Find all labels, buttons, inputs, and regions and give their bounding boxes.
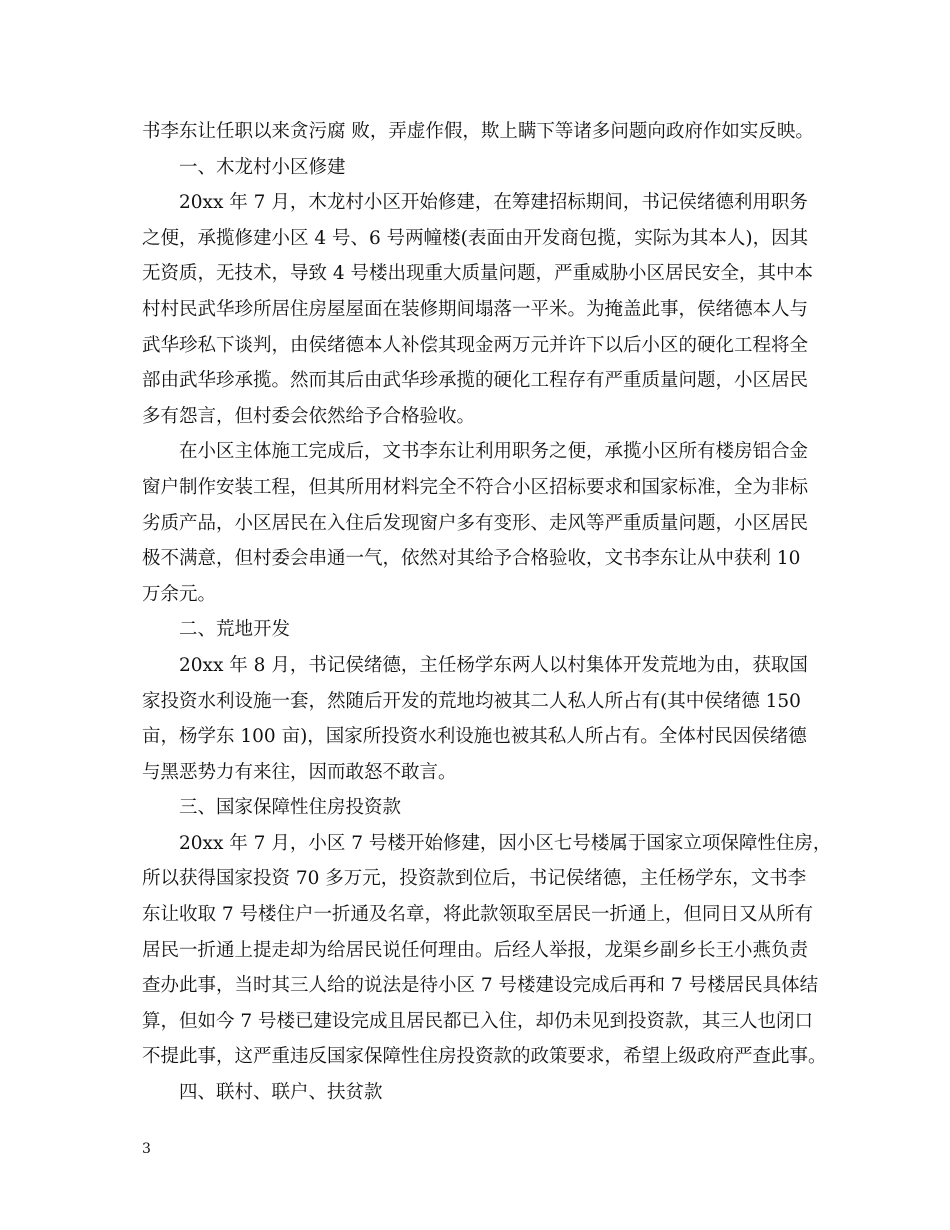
text-line: 之便，承揽修建小区 4 号、6 号两幢楼(表面由开发商包揽，实际为其本人)，因其 <box>142 227 809 249</box>
section-heading: 四、联村、联户、扶贫款 <box>179 1082 383 1104</box>
text-line: 所以获得国家投资 70 多万元，投资款到位后，书记侯绪德，主任杨学东，文书李 <box>142 868 807 890</box>
paragraph-start-line: 20xx 年 7 月，小区 7 号楼开始修建，因小区七号楼属于国家立项保障性住房， <box>179 832 832 854</box>
text-line: 无资质，无技术，导致 4 号楼出现重大质量问题，严重威胁小区居民安全，其中本 <box>142 263 814 285</box>
paragraph-start-line: 20xx 年 7 月，木龙村小区开始修建，在筹建招标期间，书记侯绪德利用职务 <box>179 192 808 214</box>
text-line: 窗户制作安装工程，但其所用材料完全不符合小区招标要求和国家标准，全为非标 <box>142 476 809 498</box>
text-line: 武华珍私下谈判，由侯绪德本人补偿其现金两万元并许下以后小区的硬化工程将全 <box>142 334 809 356</box>
text-line: 不提此事，这严重违反国家保障性住房投资款的政策要求，希望上级政府严查此事。 <box>142 1046 827 1068</box>
paragraph-start-line: 在小区主体施工完成后，文书李东让利用职务之便，承揽小区所有楼房铝合金 <box>179 441 809 463</box>
text-line: 居民一折通上提走却为给居民说任何理由。后经人举报，龙渠乡副乡长王小燕负责 <box>142 939 809 961</box>
text-line: 书李东让任职以来贪污腐 败，弄虚作假，欺上瞒下等诸多问题向政府作如实反映。 <box>142 121 814 142</box>
text-line: 亩，杨学东 100 亩)，国家所投资水利设施也被其私人所占有。全体村民因侯绪德 <box>142 726 807 748</box>
page-number: 3 <box>142 1141 151 1157</box>
text-line: 部由武华珍承揽。然而其后由武华珍承揽的硬化工程存有严重质量问题，小区居民 <box>142 370 809 392</box>
section-heading: 一、木龙村小区修建 <box>179 156 346 178</box>
text-line: 多有怨言，但村委会依然给予合格验收。 <box>142 405 476 427</box>
paragraph-start-line: 20xx 年 8 月，书记侯绪德，主任杨学东两人以村集体开发荒地为由，获取国 <box>179 654 808 676</box>
text-line: 家投资水利设施一套，然随后开发的荒地均被其二人私人所占有(其中侯绪德 150 <box>142 690 801 712</box>
section-heading: 三、国家保障性住房投资款 <box>179 797 402 819</box>
document-body <box>142 114 832 1111</box>
text-line: 村村民武华珍所居住房屋屋面在装修期间塌落一平米。为掩盖此事，侯绪德本人与 <box>142 298 809 320</box>
section-heading: 二、荒地开发 <box>179 619 291 641</box>
text-line: 极不满意，但村委会串通一气，依然对其给予合格验收，文书李东让从中获利 10 <box>142 548 801 570</box>
text-line: 算，但如今 7 号楼已建设完成且居民都已入住，却仍未见到投资款，其三人也闭口 <box>142 1010 814 1032</box>
text-line: 查办此事，当时其三人给的说法是待小区 7 号楼建设完成后再和 7 号楼居民具体结 <box>142 975 819 997</box>
text-line: 劣质产品，小区居民在入住后发现窗户多有变形、走风等严重质量问题，小区居民 <box>142 512 809 534</box>
text-line: 东让收取 7 号楼住户一折通及名章，将此款领取至居民一折通上，但同日又从所有 <box>142 904 814 926</box>
text-line: 万余元。 <box>142 583 217 605</box>
text-line: 与黑恶势力有来往，因而敢怒不敢言。 <box>142 761 457 783</box>
